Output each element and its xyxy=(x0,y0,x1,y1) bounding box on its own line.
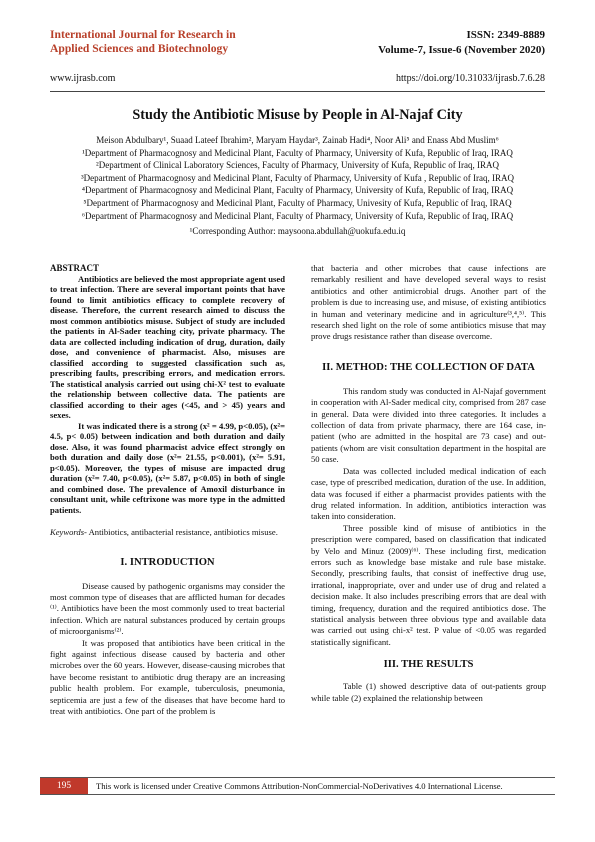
header-divider xyxy=(50,91,545,92)
journal-name-line2: Applied Sciences and Biotechnology xyxy=(50,42,229,55)
page-footer xyxy=(40,777,555,795)
journal-name xyxy=(50,28,290,56)
method-paragraph-3: Three possible kind of misuse of antibiotics in the prescription were compared, based on classification that indicated by Velo and Minuz (2009)⁽⁶⁾. These including first, medication errors such as knowledge base mistake and rule base mistake. Secondly, prescribing faults, that consist of ineffective drug use, irrational, inappropriate, over and under use of drug and related a decision make. It also includes prescribing errors that are deal with timing, frequency, duration and the required antibiotics dose. The statistical analysis between three obvious type and available data was carried out using chi-x² test. P value of <0.05 was regarded statistically significant. xyxy=(311,522,546,647)
method-paragraph-1: This random study was conducted in Al-Najaf government in cooperation with Al-Sader medical city, comprised from 287 case in general. Data were divided into three categories. It includes a collection of data from private pharmacy, there are 164 case, in-patient (who are admitted in the hospital are 73 case) and out-patients (whom are visit consultation department in the hospital are 50 case. xyxy=(311,385,546,465)
affiliation-4: ⁴Department of Pharmacognosy and Medicinal Plant, Faculty of Pharmacy, University of Kufa, Republic of Iraq, IRAQ xyxy=(81,185,514,196)
corresponding-author: ¹Corresponding Author: maysoona.abdullah@uokufa.edu.iq xyxy=(189,226,406,236)
journal-issue-info xyxy=(378,28,545,58)
intro-paragraph-2: It was proposed that antibiotics have been critical in the fight against infectious disease caused by bacteria and other microbes over the 60 years. However, disease-causing microbes that have become resistant to antibiotic drug therapy are an increasing public health problem. For example, tuberculosis, pneumonia, septicemia are just a few of the diseases that have become hard to treat with antibiotics. One part of the problem is xyxy=(50,637,285,716)
keywords-label: Keywords- xyxy=(50,527,87,537)
license-notice: This work is licensed under Creative Commons Attribution-NonCommercial-NoDerivatives 4.0 International License. xyxy=(96,781,503,791)
issn: ISSN: 2349-8889 xyxy=(466,29,545,41)
affiliation-6: ⁶Department of Pharmacognosy and Medicinal Plant, Faculty of Pharmacy, University of Kufa, Republic of Iraq, IRAQ xyxy=(81,210,514,221)
affiliation-3: ³Department of Pharmacognosy and Medicinal Plant, Faculty of Pharmacy, University of Kufa , Republic of Iraq, IRAQ xyxy=(80,172,514,183)
keywords xyxy=(50,527,285,538)
page-number: 195 xyxy=(40,778,88,794)
section-heading-method: II. METHOD: THE COLLECTION OF DATA xyxy=(322,361,535,373)
affiliation-5: ⁵Department of Pharmacognosy and Medicinal Plant, Faculty of Pharmacy, Univesity of Kufa, Republic of Iraq, IRAQ xyxy=(83,197,512,208)
doi-link[interactable]: https://doi.org/10.31033/ijrasb.7.6.28 xyxy=(396,73,545,84)
abstract-body xyxy=(50,274,285,516)
method-paragraph-2: Data was collected included medical indication of each case, type of prescribed medication, duration of the use. In addition, data was focused if either a pharmacist provides patients with the drug related information. In addition, antibiotics interaction was taken into consideration. xyxy=(311,465,546,522)
volume-issue: Volume-7, Issue-6 (November 2020) xyxy=(378,44,545,56)
intro-paragraph-1: Disease caused by pathogenic organisms may consider the most common type of diseases that are afflicted human for decades ⁽¹⁾. Antibiotics have been the most commonly used to treat bacterial infection. Which are natural substances produced by certain groups of microorganisms⁽²⁾. xyxy=(50,580,285,637)
keywords-text: Antibiotics, antibacterial resistance, antibiotics misuse. xyxy=(86,527,278,537)
author-list: Meison Abdulbary¹, Suaad Lateef Ibrahim², Maryam Haydar³, Zainab Hadi⁴, Noor Ali⁵ and Enass Abd Muslim⁶ xyxy=(96,135,499,145)
url-row xyxy=(50,73,545,84)
abstract-paragraph-1: Antibiotics are believed the most appropriate agent used to treat infection. There are several important points that have found to limit antibiotics efficacy to complete recovery of disease. Therefore, the current research aimed to discuss the most common antibiotics misuse. Subject of study are included the patients in Al-Sader teaching city, private pharmacy. The data are collected including indication of drug, duration, daily dose, and convenience of pharmacist. Also, misuses are classified according to suggested classification such as, prescribing faults, prescribing errors, and medication errors. The statistical analysis carried out using chi-X² test to evaluate the relationship between collective data. The patients are classified according to their ages (<45, and > 45) years and sexes. xyxy=(50,273,285,420)
paper-title: Study the Antibiotic Misuse by People in Al-Najaf City xyxy=(132,107,463,123)
abstract-paragraph-2: It was indicated there is a strong (x² = 4.99, p<0.05), (x²= 4.5, p< 0.05) between indication and both duration and daily dose. Also, it was found pharmacist advice effect strongly on both duration and daily dose (x²= 21.55, p<0.001), (x²= 5.91, p<0.05). Moreover, the types of misuse are impacted drug duration (x²= 7.40, p<0.05), (x²= 5.87, p<0.05) in both of single and combined dose. The prevalence of Amoxil disturbance in consultant unit, while ceftrixone was more type in the admitted patients. xyxy=(50,420,285,515)
author-block xyxy=(40,134,555,222)
affiliation-2: ²Department of Clinical Laboratory Sciences, Faculty of Pharmacy, University of Kufa, Republic of Iraq, IRAQ xyxy=(96,160,499,171)
journal-name-line1: International Journal for Research in xyxy=(50,28,236,41)
website-link[interactable]: www.ijrasb.com xyxy=(50,73,116,84)
section-heading-results: III. THE RESULTS xyxy=(383,659,474,671)
results-paragraph-1: Table (1) showed descriptive data of out-patients group while table (2) explained the relationship between xyxy=(311,681,546,703)
section-heading-introduction: I. INTRODUCTION xyxy=(120,556,215,568)
intro-continuation: that bacteria and other microbes that cause infections are remarkably resilient and have developed several ways to resist antibiotics and other antimicrobial drugs. Another part of the problem is due to increasing use, and misuse, of existing antibiotics in human and veterinary medicine and in agriculture⁽³,⁴,⁵⁾. This research shed light on the role of some antibiotics misuse that may prove drugs resistance rather than disease overcome. xyxy=(311,263,546,342)
affiliation-1: ¹Department of Pharmacognosy and Medicinal Plant, Faculty of Pharmacy, University of Kufa, Republic of Iraq, IRAQ xyxy=(82,147,513,158)
left-column xyxy=(50,263,285,717)
abstract-heading: ABSTRACT xyxy=(50,263,100,273)
right-column xyxy=(311,263,546,704)
